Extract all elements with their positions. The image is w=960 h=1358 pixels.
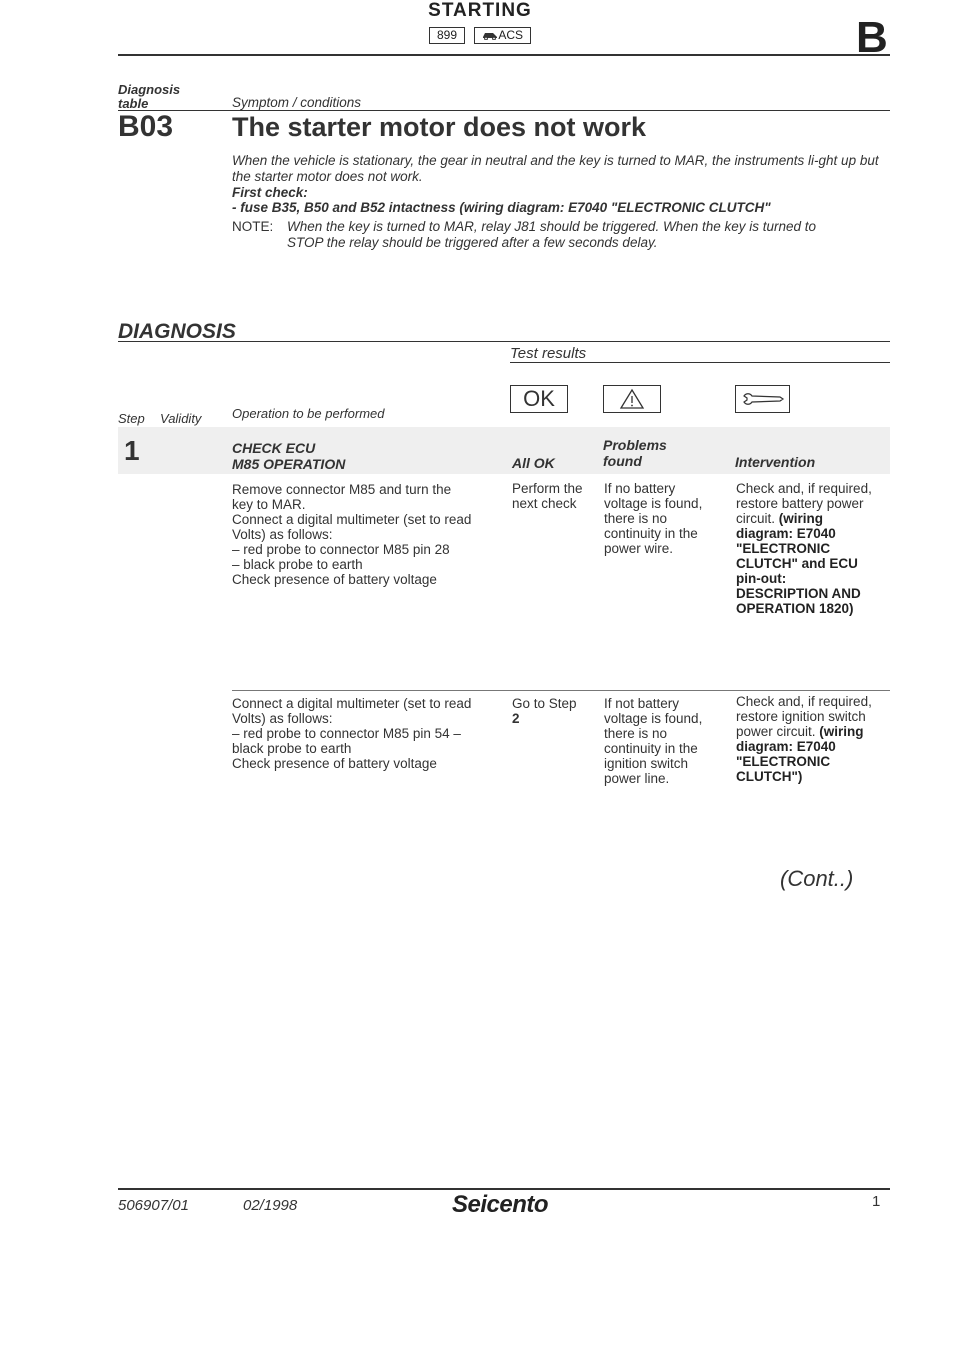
document-date: 02/1998 xyxy=(243,1197,298,1214)
row1-operation-line: – red probe to connector M85 pin 28 xyxy=(232,542,450,557)
problems-found-header xyxy=(603,437,667,469)
row1-intervention-mixed-line xyxy=(736,511,872,526)
test-results-rule xyxy=(510,362,890,363)
row1-intervention-plain-part: circuit. xyxy=(736,511,776,526)
step-number: 1 xyxy=(124,435,140,466)
document-number: 506907/01 xyxy=(118,1197,189,1214)
row2-operation-line: Volts) as follows: xyxy=(232,711,333,726)
row2-problem-result xyxy=(604,696,702,786)
row1-problem-line: power wire. xyxy=(604,541,674,556)
ok-label: OK xyxy=(523,386,555,411)
row1-problem-line: there is no xyxy=(604,511,668,526)
row2-operation-line: black probe to earth xyxy=(232,741,352,756)
note-label: NOTE: xyxy=(232,219,274,234)
row1-operation-line: Remove connector M85 and turn the xyxy=(232,482,452,497)
page-number: 1 xyxy=(872,1193,881,1210)
row1-operation-line: – black probe to earth xyxy=(232,557,363,572)
row2-ok-result xyxy=(512,696,577,726)
row1-problem-line: voltage is found, xyxy=(604,496,703,511)
row1-ok-result xyxy=(512,481,583,511)
row2-problem-line: ignition switch xyxy=(604,756,689,771)
row2-intervention-line: Check and, if required, xyxy=(736,694,872,709)
table-label: table xyxy=(118,96,149,111)
acs-label: ACS xyxy=(498,28,524,42)
row2-ok-line2: 2 xyxy=(512,711,520,726)
row1-operation-line: Volts) as follows: xyxy=(232,527,333,542)
row1-intervention-bold-part: (wiring xyxy=(778,511,824,526)
intervention-header: Intervention xyxy=(735,454,816,470)
row1-operation-line: Check presence of battery voltage xyxy=(232,572,437,587)
check-title xyxy=(232,440,345,472)
row-separator xyxy=(232,690,890,691)
row1-operation-line: Connect a digital multimeter (set to read xyxy=(232,512,472,527)
operation-column-header: Operation to be performed xyxy=(232,406,385,421)
row2-problem-line: continuity in the xyxy=(604,741,698,756)
row1-intervention-bold-line: OPERATION 1820) xyxy=(736,601,854,616)
page-section-title: STARTING xyxy=(428,0,532,21)
row2-operation-line: – red probe to connector M85 pin 54 – xyxy=(232,726,461,741)
warning-icon-box xyxy=(603,385,661,413)
row2-intervention-bold-line: diagram: E7040 xyxy=(736,739,836,754)
first-check-label: First check: xyxy=(232,185,308,200)
wrench-icon xyxy=(740,391,786,407)
row1-operation-line: key to MAR. xyxy=(232,497,306,512)
check-title-line1: CHECK ECU xyxy=(232,440,316,456)
section-letter: B xyxy=(856,13,888,62)
all-ok-header: All OK xyxy=(512,455,555,471)
row1-operation xyxy=(232,482,507,587)
fault-code: B03 xyxy=(118,110,174,143)
row1-ok-line: next check xyxy=(512,496,577,511)
row2-operation-line: Connect a digital multimeter (set to read xyxy=(232,696,472,711)
section-number-badge: 899 xyxy=(429,27,465,44)
header-rule xyxy=(118,54,890,56)
note-text-line1: When the key is turned to MAR, relay J81 should be triggered. When the key is turned to xyxy=(287,219,817,234)
row2-intervention-bold-line: CLUTCH") xyxy=(736,769,803,784)
row1-intervention-bold-line: CLUTCH" and ECU xyxy=(736,556,858,571)
row1-problem-result xyxy=(604,481,702,556)
row1-intervention-bold-line: "ELECTRONIC xyxy=(736,541,831,556)
row2-problem-line: If not battery xyxy=(604,696,680,711)
row1-problem-line: continuity in the xyxy=(604,526,698,541)
fault-description: When the vehicle is stationary, the gear in neutral and the key is turned to MAR, the instruments li-ght up but the starter motor does not work. xyxy=(232,153,879,184)
row2-problem-line: voltage is found, xyxy=(604,711,703,726)
row2-problem-line: power line. xyxy=(604,771,670,786)
row1-intervention-bold-line: diagram: E7040 xyxy=(736,526,836,541)
row1-intervention-line: Check and, if required, xyxy=(736,481,872,496)
acs-badge xyxy=(474,27,531,44)
row1-intervention-bold-line: pin-out: xyxy=(736,571,787,586)
continued-label: (Cont..) xyxy=(780,866,854,891)
row2-operation-line: Check presence of battery voltage xyxy=(232,756,437,771)
symptom-conditions-label: Symptom / conditions xyxy=(232,95,362,110)
check-title-line2: M85 OPERATION xyxy=(232,456,346,472)
row2-intervention xyxy=(736,694,872,784)
symptom-rule xyxy=(118,110,890,111)
footer-rule xyxy=(118,1188,890,1190)
row2-operation xyxy=(232,696,507,771)
brand-logo: Seicento xyxy=(452,1191,549,1218)
row2-intervention-plain-part: power circuit. xyxy=(736,724,816,739)
problems-line2: found xyxy=(603,453,642,469)
row1-ok-line: Perform the xyxy=(512,481,583,496)
diagnosis-label: Diagnosis xyxy=(118,82,181,97)
step-column-header: Step xyxy=(118,411,145,426)
car-icon xyxy=(482,30,498,40)
row1-intervention xyxy=(736,481,872,616)
header-badges xyxy=(0,27,960,44)
row2-intervention-bold-part: (wiring xyxy=(819,724,864,739)
row1-problem-line: If no battery xyxy=(604,481,676,496)
row1-intervention-line: restore battery power xyxy=(736,496,864,511)
ok-icon-box xyxy=(510,385,568,413)
first-check-text: - fuse B35, B50 and B52 intactness (wiring diagram: E7040 "ELECTRONIC CLUTCH" xyxy=(232,200,771,215)
diagnosis-rule xyxy=(118,341,890,342)
tool-icon-box xyxy=(735,385,790,413)
row2-problem-line: there is no xyxy=(604,726,668,741)
warning-triangle-icon xyxy=(619,388,645,410)
diagnosis-heading: DIAGNOSIS xyxy=(118,320,236,343)
validity-column-header: Validity xyxy=(160,411,202,426)
row2-intervention-mixed-line xyxy=(736,724,872,739)
row2-intervention-bold-line: "ELECTRONIC xyxy=(736,754,831,769)
test-results-label: Test results xyxy=(510,345,587,362)
row1-intervention-bold-line: DESCRIPTION AND xyxy=(736,586,861,601)
note-text-line2: STOP the relay should be triggered after a few seconds delay. xyxy=(287,235,658,250)
diagnosis-table-label xyxy=(118,83,180,111)
problems-line1: Problems xyxy=(603,437,667,453)
fault-title: The starter motor does not work xyxy=(232,112,647,142)
row2-ok-line1: Go to Step xyxy=(512,696,577,711)
row2-intervention-line: restore ignition switch xyxy=(736,709,866,724)
